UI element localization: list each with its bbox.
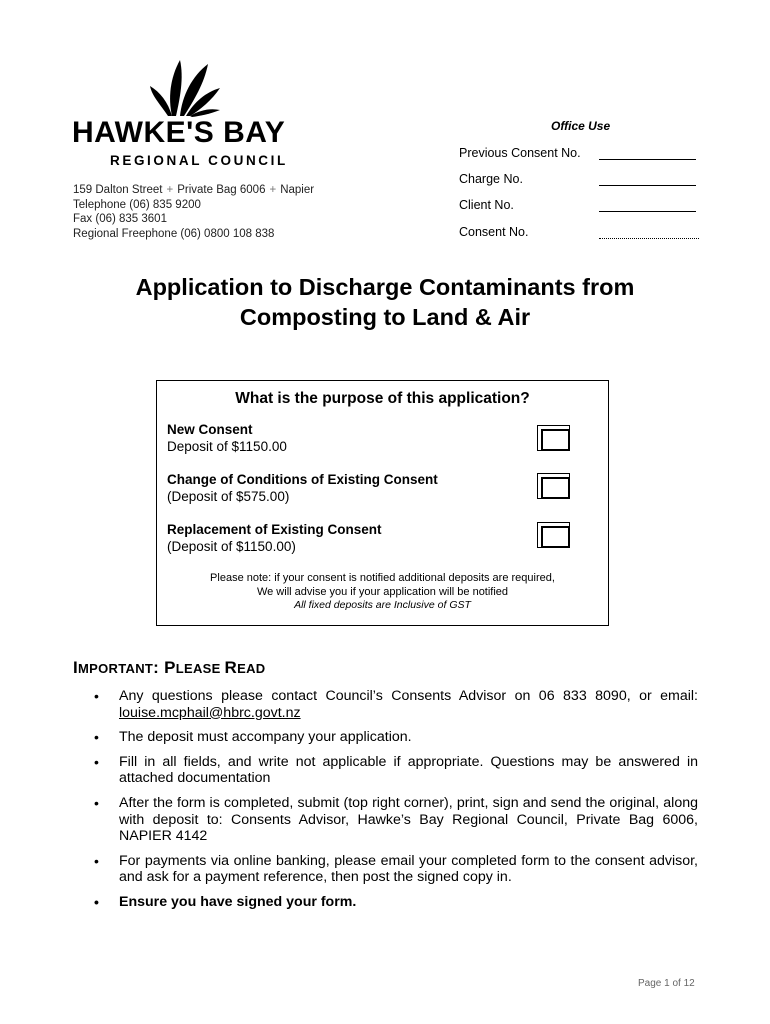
list-item: • After the form is completed, submit (top right corner), print, sign and send the original, along with deposit to: Consents Advisor, Hawke’s Bay Regional Council, Private Bag 6006, NAPIER 4142	[91, 795, 698, 845]
field-line[interactable]	[599, 159, 696, 160]
consent-no-field[interactable]: Consent No.	[459, 225, 699, 243]
option-change-of-conditions: Change of Conditions of Existing Consent (Deposit of $575.00)	[167, 471, 597, 511]
hawkes-bay-leaf-icon	[150, 58, 220, 118]
purpose-heading: What is the purpose of this application?	[235, 390, 530, 407]
fax: Fax (06) 835 3601	[73, 213, 167, 225]
list-item: • For payments via online banking, please email your completed form to the consent advisor, and ask for a payment reference, then post the signed copy in.	[91, 853, 698, 886]
page-number: Page 1 of 12	[638, 978, 695, 989]
field-line[interactable]	[599, 238, 699, 239]
charge-no-field[interactable]: Charge No.	[459, 172, 699, 190]
important-heading: IMPORTANT: PLEASE READ	[73, 658, 266, 677]
replacement-checkbox[interactable]	[537, 522, 570, 548]
page-title: Application to Discharge Contaminants from Composting to Land & Air	[135, 274, 635, 330]
client-no-field[interactable]: Client No.	[459, 198, 699, 216]
address-line: 159 Dalton Street + Private Bag 6006 + Napier	[73, 184, 315, 196]
change-of-conditions-checkbox[interactable]	[537, 473, 570, 499]
field-line[interactable]	[599, 185, 696, 186]
field-line[interactable]	[599, 211, 696, 212]
logo-name: HAWKE'S BAY	[72, 116, 286, 149]
option-replacement: Replacement of Existing Consent (Deposit of $1150.00)	[167, 521, 597, 561]
deposit-note: Please note: if your consent is notified additional deposits are required, We will advise you if your application will be notified All fixed deposits are Inclusive of GST	[210, 572, 555, 611]
list-item: • The deposit must accompany your application.	[91, 729, 698, 746]
list-item: • Ensure you have signed your form.	[91, 894, 698, 911]
telephone: Telephone (06) 835 9200	[73, 198, 201, 211]
list-item: • Fill in all fields, and write not applicable if appropriate. Questions may be answered in attached documentation	[91, 754, 698, 787]
new-consent-checkbox[interactable]	[537, 425, 570, 451]
logo-subtitle: REGIONAL COUNCIL	[110, 153, 288, 168]
previous-consent-no-field[interactable]: Previous Consent No.	[459, 146, 699, 164]
option-new-consent: New Consent Deposit of $1150.00	[167, 421, 597, 461]
purpose-box	[156, 380, 609, 626]
instructions-list	[91, 688, 698, 919]
office-use-title: Office Use	[551, 119, 611, 133]
list-item: • Any questions please contact Council’s Consents Advisor on 06 833 8090, or email: louise.mcphail@hbrc.govt.nz	[91, 688, 698, 721]
email-link[interactable]: louise.mcphail@hbrc.govt.nz	[119, 704, 301, 721]
council-address	[73, 183, 314, 241]
freephone: Regional Freephone (06) 0800 108 838	[73, 227, 275, 240]
